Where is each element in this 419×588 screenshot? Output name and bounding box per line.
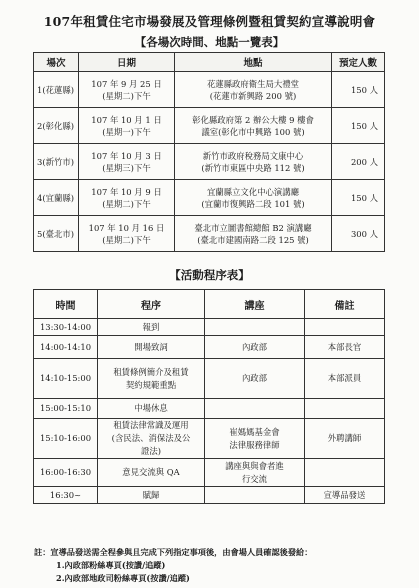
session-number: 1(花蓮縣) xyxy=(34,72,79,108)
speaker-line: 崔媽媽基金會 xyxy=(229,426,280,437)
procedure-line: 證法) xyxy=(140,446,162,456)
date-line: 107 年 10 月 3 日 xyxy=(91,150,162,161)
venue-line: 新竹市政府稅務局文康中心 xyxy=(202,150,304,161)
speaker-line: 內政部 xyxy=(241,341,268,352)
page-title: 107年租賃住宅市場發展及管理條例暨租賃契約宣導說明會 xyxy=(43,14,376,29)
footnote-intro: 註：宣導品發送需全程參與且完成下列指定事項後，由會場人員確認後發給： xyxy=(34,547,313,557)
procedure-line: 中場休息 xyxy=(134,403,168,413)
session-number: 2(彰化縣) xyxy=(34,108,79,144)
program-remark xyxy=(305,419,385,459)
program-table xyxy=(33,289,385,504)
table-row xyxy=(34,359,385,399)
weekday-line: (星期二)下午 xyxy=(102,234,151,245)
table-row xyxy=(34,72,385,108)
procedure-line: (含民法、消保法及公 xyxy=(111,433,191,443)
col-header-remark: 備註 xyxy=(305,290,385,319)
speaker-line: 法律服務律師 xyxy=(229,439,280,450)
program-procedure xyxy=(98,359,205,399)
program-remark xyxy=(305,336,385,359)
program-speaker xyxy=(205,419,305,459)
weekday-line: (星期一)下午 xyxy=(102,126,151,137)
program-remark xyxy=(305,487,385,504)
col-header-procedure: 程序 xyxy=(98,290,205,319)
col-header-location: 地點 xyxy=(175,53,332,72)
procedure-line: 租賃條例簡介及租賃 xyxy=(113,366,189,377)
program-speaker xyxy=(205,459,305,487)
program-speaker xyxy=(205,336,305,359)
program-title: 【活動程序表】 xyxy=(169,268,250,282)
address-line: (花蓮市新興路 200 號) xyxy=(209,90,297,101)
program-speaker xyxy=(205,319,305,336)
program-time: 16:30~ xyxy=(34,487,98,504)
session-location xyxy=(175,144,332,180)
session-attendance: 300 人 xyxy=(332,216,385,252)
program-speaker xyxy=(205,399,305,419)
session-attendance: 150 人 xyxy=(332,180,385,216)
program-time: 14:10-15:00 xyxy=(34,359,98,399)
sessions-subtitle: 【各場次時間、地點一覽表】 xyxy=(134,35,285,49)
procedure-line: 租賃法律常識及運用 xyxy=(113,420,189,430)
program-remark xyxy=(305,459,385,487)
session-attendance: 150 人 xyxy=(332,108,385,144)
col-header-attendance: 預定人數 xyxy=(332,53,385,72)
program-remark xyxy=(305,319,385,336)
table-row xyxy=(34,144,385,180)
address-line: (臺北市建國南路二段 125 號) xyxy=(197,234,309,245)
sessions-table xyxy=(33,52,385,252)
col-header-speaker: 講座 xyxy=(205,290,305,319)
table-row xyxy=(34,319,385,336)
program-time: 15:00-15:10 xyxy=(34,399,98,419)
table-row xyxy=(34,487,385,504)
session-location xyxy=(175,72,332,108)
procedure-line: 意見交流與 QA xyxy=(122,467,180,477)
weekday-line: (星期二)下午 xyxy=(102,198,151,209)
remark-line: 本部長官 xyxy=(327,341,362,352)
table-row xyxy=(34,180,385,216)
remark-line: 外聘講師 xyxy=(327,433,362,443)
program-procedure xyxy=(98,487,205,504)
program-time: 15:10-16:00 xyxy=(34,419,98,459)
program-procedure xyxy=(98,419,205,459)
remark-line: 本部派員 xyxy=(327,373,362,383)
col-header-date: 日期 xyxy=(79,53,175,72)
program-speaker xyxy=(205,359,305,399)
program-procedure xyxy=(98,399,205,419)
session-location xyxy=(175,216,332,252)
speaker-line: 內政部 xyxy=(241,373,268,383)
procedure-line: 報到 xyxy=(142,321,160,332)
program-remark xyxy=(305,399,385,419)
speaker-line: 行交流 xyxy=(241,473,268,484)
program-procedure xyxy=(98,459,205,487)
program-time: 13:30-14:00 xyxy=(34,319,98,336)
address-line: (宜蘭市復興路二段 101 號) xyxy=(201,198,305,209)
session-number: 5(臺北市) xyxy=(34,216,79,252)
program-speaker xyxy=(205,487,305,504)
procedure-line: 契約規範重點 xyxy=(125,379,177,390)
date-line: 107 年 10 月 1 日 xyxy=(91,114,162,125)
session-number: 4(宜蘭縣) xyxy=(34,180,79,216)
speaker-line: 講座與與會者進 xyxy=(225,460,284,471)
session-location xyxy=(175,108,332,144)
table-row xyxy=(34,399,385,419)
venue-line: 花蓮縣政府衛生局大禮堂 xyxy=(206,78,300,89)
session-location xyxy=(175,180,332,216)
remark-line: 宣導品發送 xyxy=(323,489,366,500)
date-line: 107 年 10 月 9 日 xyxy=(91,186,162,197)
venue-line: 彰化縣政府第 2 辦公大樓 9 樓會 xyxy=(192,114,314,125)
address-line: (新竹市東區中央路 112 號) xyxy=(201,162,305,173)
table-row xyxy=(34,108,385,144)
footnote-item-1: 1.內政部粉絲專頁(按讚/追蹤) xyxy=(56,560,166,570)
session-date xyxy=(79,108,175,144)
session-date xyxy=(79,180,175,216)
date-line: 107 年 9 月 25 日 xyxy=(91,78,162,89)
procedure-line: 賦歸 xyxy=(142,489,160,500)
session-attendance: 200 人 xyxy=(332,144,385,180)
venue-line: 臺北市立圖書館總館 B2 演講廳 xyxy=(194,222,312,233)
program-procedure xyxy=(98,336,205,359)
procedure-line: 開場致詞 xyxy=(134,341,168,352)
program-procedure xyxy=(98,319,205,336)
session-date xyxy=(79,144,175,180)
address-line: 議室(彰化市中興路 100 號) xyxy=(201,126,305,137)
table-row xyxy=(34,459,385,487)
session-number: 3(新竹市) xyxy=(34,144,79,180)
program-time: 14:00-14:10 xyxy=(34,336,98,359)
program-time: 16:00-16:30 xyxy=(34,459,98,487)
program-header-row xyxy=(34,290,385,319)
session-attendance: 150 人 xyxy=(332,72,385,108)
session-date xyxy=(79,216,175,252)
program-remark xyxy=(305,359,385,399)
footnote-item-2: 2.內政部地政司粉絲專頁(按讚/追蹤) xyxy=(56,573,190,583)
table-row xyxy=(34,216,385,252)
weekday-line: (星期二)下午 xyxy=(102,90,151,101)
date-line: 107 年 10 月 16 日 xyxy=(88,222,165,233)
weekday-line: (星期三)下午 xyxy=(102,162,151,173)
col-header-session: 場次 xyxy=(34,53,79,72)
table-row xyxy=(34,336,385,359)
session-date xyxy=(79,72,175,108)
table-row xyxy=(34,419,385,459)
sessions-header-row xyxy=(34,53,385,72)
col-header-time: 時間 xyxy=(34,290,98,319)
footnote xyxy=(34,546,394,585)
venue-line: 宜蘭縣立文化中心演講廳 xyxy=(206,186,300,197)
